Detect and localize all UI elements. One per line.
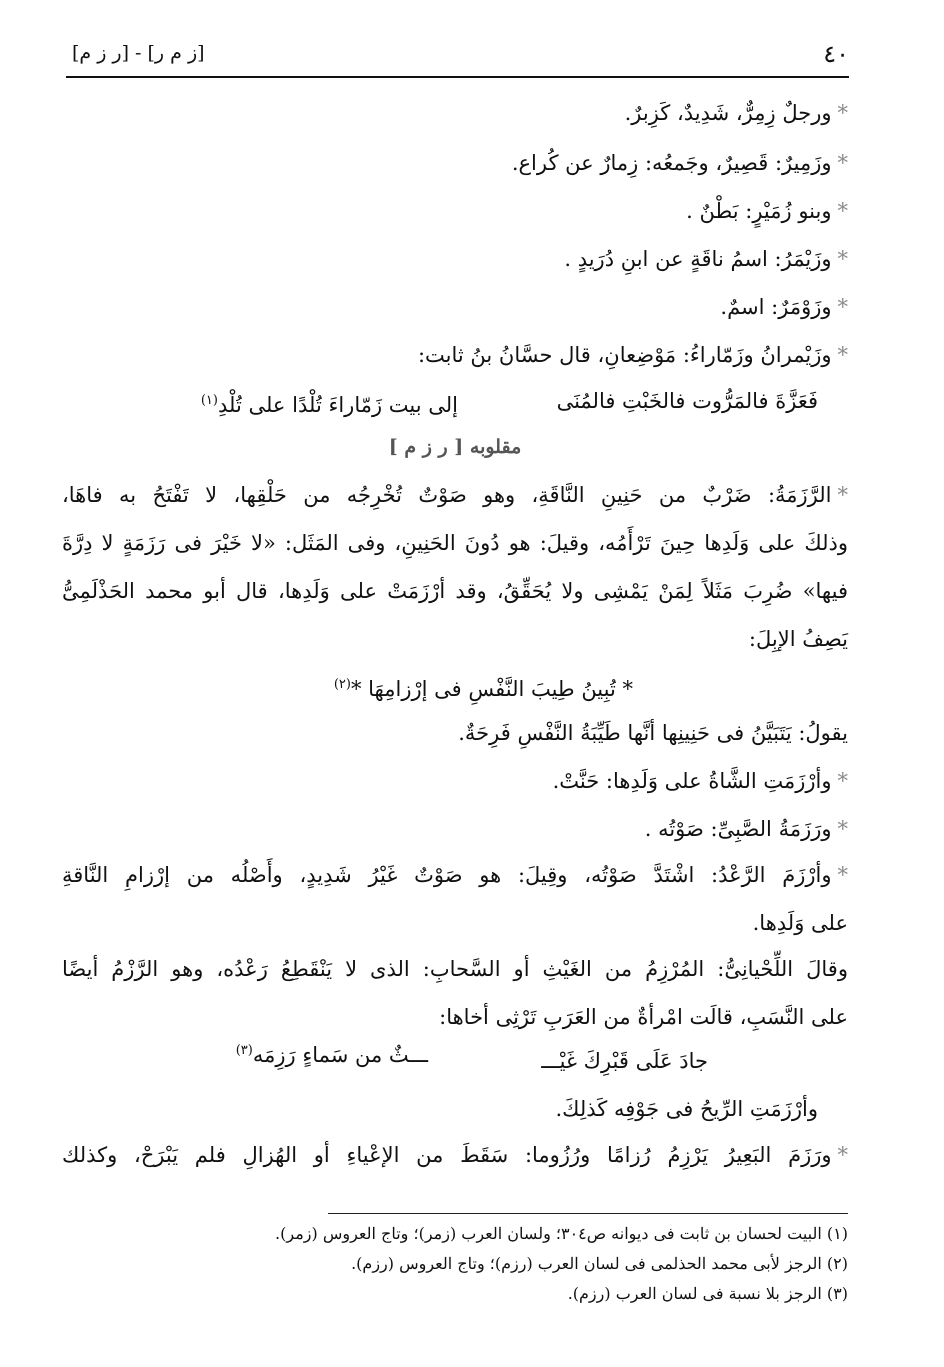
entry-line: *وزَيْمَرُ: اسمُ ناقَةٍ عن ابنِ دُرَيدٍ .: [564, 247, 848, 271]
entry-line: *ورَزَمَةُ الصَّبِىِّ: صَوْتُه .: [644, 817, 848, 841]
paragraph-line: على النَّسَبِ، قالَت امْرأةٌ من العَرَبِ تَرْثِى أخاها:: [439, 1005, 848, 1029]
footnote: (١) البيت لحسان بن ثابت فى ديوانه ص٣٠٤؛ ولسان العرب (زمر)؛ وتاج العروس (زمر).: [275, 1224, 848, 1243]
verse-hemistich: ـــثٌ من سَماءٍ رَزِمَه$^{(٣)}$: [235, 1043, 428, 1067]
asterisk-icon: *: [837, 151, 848, 175]
entry-line: وأرْزَمَتِ الرِّيحُ فى جَوْفِه كَذلِكَ.: [555, 1097, 818, 1121]
entry-line: *وزَيْمرانُ وزَمّاراءُ: مَوْضِعانِ، قال حسَّانُ بنُ ثابت:: [417, 343, 848, 367]
entry-line: *وزَمِيرٌ: قَصِيرٌ، وجَمعُه: زِمارٌ عن كُراع.: [511, 151, 848, 175]
paragraph-line: يَصِفُ الإبِلَ:: [748, 627, 848, 651]
entry-line: *وبنو زُمَيْرٍ: بَطْنٌ .: [686, 199, 848, 223]
page-header: [66, 36, 849, 78]
footnote-ref: (١): [200, 393, 218, 408]
page-number: ٤٠: [823, 40, 849, 68]
asterisk-icon: *: [837, 101, 848, 125]
footnote-divider: [328, 1213, 848, 1214]
verse-hemistich: إلى بيت زَمّاراءَ تُلْدًا على تُلْدِ$^{(١)}$: [200, 393, 458, 417]
footnotes: [170, 1213, 848, 1333]
asterisk-icon: *: [837, 199, 848, 223]
paragraph-line: *ورَزَمَ البَعِيرُ يَرْزِمُ رُزامًا ورُزُوما: سَقَطَ من الإعْياءِ أو الهُزالِ فلم يَبْرَحْ، وكذلك: [62, 1143, 848, 1167]
asterisk-icon: *: [837, 1143, 848, 1167]
paragraph-line: وذلكَ على وَلَدِها حِينَ تَرْأَمُه، وقيلَ: هو دُونَ الحَنِينِ، وفى المَثَل: «لا خَيْرَ فى رَزَمَةٍ لا دِرَّةَ: [62, 531, 848, 555]
verse-hemistich: جادَ عَلَى قَبْرِكَ غَيْـــ: [541, 1049, 708, 1073]
entry-line: *وزَوْمَرٌ: اسمٌ.: [720, 295, 848, 319]
footnote-ref: (٢): [333, 677, 351, 692]
footnote: (٢) الرجز لأبى محمد الحذلمى فى لسان العرب (رزم)؛ وتاج العروس (رزم).: [351, 1254, 848, 1273]
asterisk-icon: *: [837, 247, 848, 271]
running-head: [ز م ر] - [ر ز م]: [72, 42, 205, 64]
entry-line: *ورجلٌ زِمِرٌّ، شَدِيدٌ، كَزِبرٌ.: [624, 101, 848, 125]
paragraph-line: على وَلَدِها.: [752, 911, 848, 935]
footnote-ref: (٣): [235, 1043, 253, 1058]
asterisk-icon: *: [837, 483, 848, 507]
asterisk-icon: *: [837, 295, 848, 319]
entry-line: *وأرْزَمَتِ الشَّاةُ على وَلَدِها: حَنَّتْ.: [552, 769, 848, 793]
asterisk-icon: *: [837, 343, 848, 367]
paragraph-line: *وأرْزَمَ الرَّعْدُ: اشْتَدَّ صَوْتُه، وقِيلَ: هو صَوْتٌ غَيْرُ شَدِيدٍ، وأَصْلُه من إرْزامِ النَّاقةِ: [62, 863, 848, 887]
asterisk-icon: *: [837, 863, 848, 887]
footnote: (٣) الرجز بلا نسبة فى لسان العرب (رزم).: [567, 1284, 848, 1303]
verse-hemistich: فَعَزَّةَ فالمَرُّوت فالخَبْتِ فالمُنَى: [556, 389, 818, 413]
asterisk-icon: *: [837, 769, 848, 793]
paragraph-line: *الرَّزَمَةُ: ضَرْبٌ من حَنِينِ النَّاقَةِ، وهو صَوْتٌ تُخْرِجُه من حَلْقِها، لا تَفْتَحُ به فاهَا،: [62, 483, 848, 507]
asterisk-icon: *: [837, 817, 848, 841]
paragraph-line: وقالَ اللِّحْيانِىُّ: المُرْزِمُ من الغَيْثِ أو السَّحابِ: الذى لا يَنْقَطِعُ رَعْدُه، وهو الرَّزْمُ أيضًا: [62, 957, 848, 981]
verse-line: * تُبِينُ طِيبَ النَّفْسِ فى إرْزامِهَا *$^{(٢)}$: [333, 677, 633, 701]
section-title: مقلوبه [ ر ز م ]: [388, 436, 522, 458]
entry-line: يقولُ: يَتَبَيَّنُ فى حَنِينِها أنَّها طَيِّبَةُ النَّفْسِ فَرِحَةٌ.: [458, 721, 848, 745]
paragraph-line: فيها» ضُرِبَ مَثَلاً لِمَنْ يَمْشِى ولا يُحَقِّقُ، وقد أرْزَمَتْ على وَلَدِها، قال أبو محمد الحَذْلَمِىُّ: [62, 579, 848, 603]
